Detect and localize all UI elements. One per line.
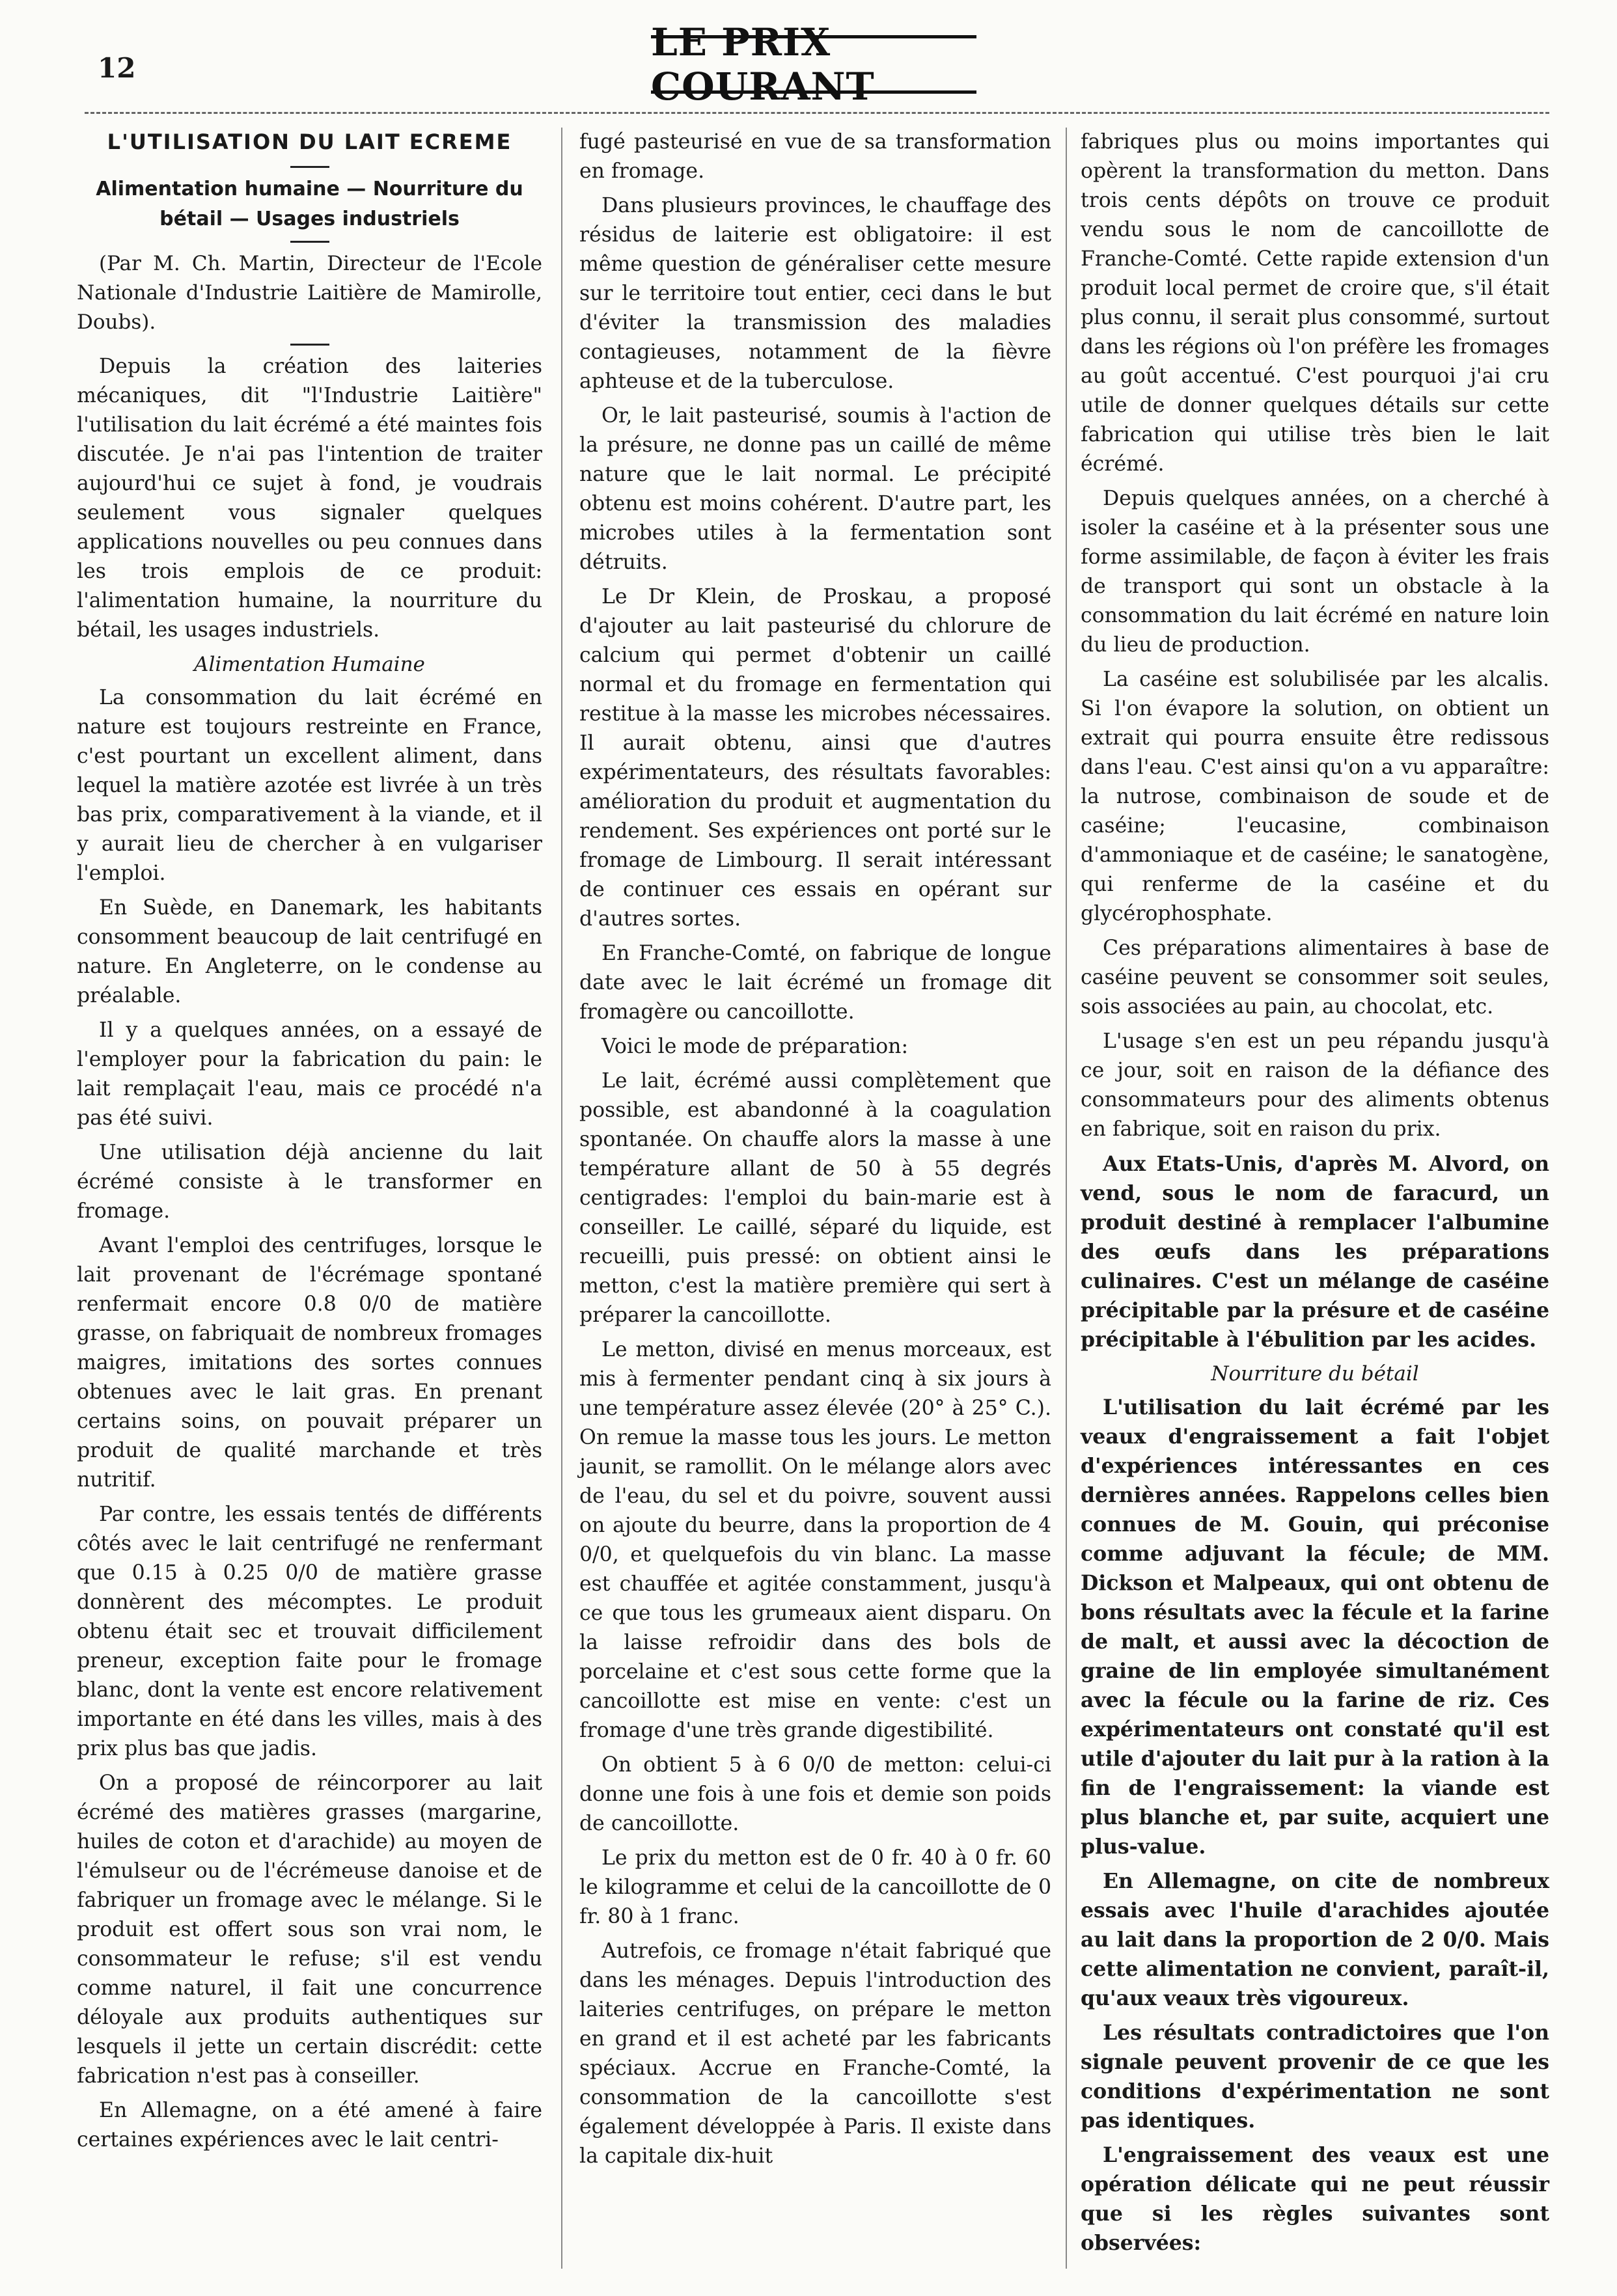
column-3 [1081,128,1549,2263]
article-subtitle: Alimentation humaine — Nourriture du bétail — Usages industriels [96,178,523,230]
paragraph: La consommation du lait écrémé en nature est toujours restreinte en France, c'est pourtant un excellent aliment, dans lequel la matière azotée est livrée à un très bas prix, comparativement à la viande, et il y aurait lieu de chercher à en vulgariser l'emploi. [77,686,542,885]
paragraph: Voici le mode de préparation: [601,1035,909,1058]
paragraph: En Allemagne, on cite de nombreux essais avec l'huile d'arachides ajoutée au lait dans la proportion de 2 0/0. Mais cette alimentation ne convient, paraît-il, qu'aux veaux très vigoureux. [1081,1869,1549,2010]
divider-rule [290,166,329,168]
paragraph: Les résultats contradictoires que l'on signale peuvent provenir de ce que les conditions d'expérimentation ne sont pas identiques. [1081,2021,1549,2133]
paragraph: Le metton, divisé en menus morceaux, est mis à fermenter pendant cinq à six jours à une température assez élevée (20° à 25° C.). On remue la masse tous les jours. Le metton jaunit, se ramollit. On le mélange alors avec de l'eau, du sel et du poivre, souvent aussi on ajoute du beurre, dans la proportion de 4 0/0, et quelquefois du vin blanc. La masse est chauffée et agitée constamment, jusqu'à ce que tous les grumeaux aient disparu. On la laisse refroidir dans des bols de porcelaine et c'est sous cette forme que la cancoillotte est mise en vente: c'est un fromage d'une très grande digestibilité. [579,1338,1051,1742]
column-divider [561,128,562,2269]
paragraph: Ces préparations alimentaires à base de caséine peuvent se consommer soit seules, sois associées au pain, au chocolat, etc. [1081,936,1549,1018]
paragraph: Le lait, écrémé aussi complètement que possible, est abandonné à la coagulation spontanée. On chauffe alors la masse à une température allant de 50 à 55 degrés centigrades: l'emploi du bain-marie est à conseiller. Le caillé, séparé du liquide, est recueilli, puis pressé: on obtient ainsi le metton, c'est la matière première qui sert à préparer la cancoillotte. [579,1069,1051,1327]
paragraph: Aux Etats-Unis, d'après M. Alvord, on vend, sous le nom de faracurd, un produit destiné à remplacer l'albumine des œufs dans les préparations culinaires. C'est un mélange de caséine précipitable par la présure et de caséine précipitable à l'ébulition par les acides. [1081,1152,1549,1352]
divider-rule [290,241,329,243]
paragraph: Depuis la création des laiteries mécaniques, dit "l'Industrie Laitière" l'utilisation du lait écrémé a été maintes fois discutée. Je n'ai pas l'intention de traiter aujourd'hui ce sujet à fond, je voudrais seulement vous signaler quelques applications nouvelles ou peu connues dans les trois emplois de ce produit: l'alimentation humaine, la nourriture du bétail, les usages industriels. [77,355,542,642]
paragraph: Une utilisation déjà ancienne du lait écrémé consiste à le transformer en fromage. [77,1141,542,1223]
paragraph: fabriques plus ou moins importantes qui opèrent la transformation du metton. Dans trois cents dépôts on trouve ce produit vendu sous le nom de cancoillotte de Franche-Comté. Cette rapide extension d'un produit local permet de croire que, s'il était plus connu, il serait plus consommé, surtout dans les régions où l'on préfère les fromages au goût accentué. C'est pourquoi j'ai cru utile de donner quelques détails sur cette fabrication qui utilise très bien le lait écrémé. [1081,130,1549,476]
paragraph: Le Dr Klein, de Proskau, a proposé d'ajouter au lait pasteurisé du chlorure de calcium qui permet d'obtenir un caillé normal et du fromage en fermentation qui restitue à la masse les microbes nécessaires. Il aurait obtenu, ainsi que d'autres expérimentateurs, des résultats favorables: amélioration du produit et augmentation du rendement. Ses expériences ont porté sur le fromage de Limbourg. Il serait intéressant de continuer ces essais en opérant sur d'autres sortes. [579,585,1051,931]
paragraph: L'engraissement des veaux est une opération délicate qui ne peut réussir que si les règles suivantes sont observées: [1081,2143,1549,2255]
paragraph: On a proposé de réincorporer au lait écrémé des matières grasses (margarine, huiles de coton et d'arachide) au moyen de l'émulseur ou de l'écrémeuse danoise et de fabriquer un fromage avec le mélange. Si le produit est offert sous son vrai nom, le consommateur le refuse; s'il est vendu comme naturel, il fait une concurrence déloyale aux produits authentiques sur lesquels il jette un certain discrédit: cette fabrication n'est pas à conseiller. [77,1771,542,2088]
paragraph: Le prix du metton est de 0 fr. 40 à 0 fr. 60 le kilogramme et celui de la cancoillotte de 0 fr. 80 à 1 franc. [579,1846,1051,1928]
article-title: L'UTILISATION DU LAIT ECREME [107,130,512,154]
article-byline: (Par M. Ch. Martin, Directeur de l'Ecole Nationale d'Industrie Laitière de Mamirolle, Doubs). [77,252,542,334]
paragraph: En Franche-Comté, on fabrique de longue date avec le lait écrémé un fromage dit fromagère ou cancoillotte. [579,942,1051,1024]
paragraph: Dans plusieurs provinces, le chauffage des résidus de laiterie est obligatoire: il est même question de généraliser cette mesure sur le territoire tout entier, ceci dans le but d'éviter la transmission des maladies contagieuses, notamment de la fièvre aphteuse et de la tuberculose. [579,194,1051,393]
column-1 [77,128,542,2160]
header-rule [85,112,1549,114]
paragraph: La caséine est solubilisée par les alcalis. Si l'on évapore la solution, on obtient un extrait qui pourra ensuite être redissous dans l'eau. C'est ainsi qu'on a vu apparaître: la nutrose, combinaison de soude et de caséine; l'eucasine, combinaison d'ammoniaque et de caséine; le sanatogène, qui renferme de la caséine et du glycérophosphate. [1081,668,1549,925]
paragraph: On obtient 5 à 6 0/0 de metton: celui-ci donne une fois à une fois et demie son poids de cancoillotte. [579,1753,1051,1835]
paragraph: fugé pasteurisé en vue de sa transformation en fromage. [579,130,1051,183]
column-divider [1066,128,1067,2269]
paragraph: En Suède, en Danemark, les habitants consomment beaucoup de lait centrifugé en nature. En Angleterre, on le condense au préalable. [77,896,542,1007]
paragraph: L'utilisation du lait écrémé par les veaux d'engraissement a fait l'objet d'expériences intéressantes en ces dernières années. Rappelons celles bien connues de M. Gouin, qui préconise comme adjuvant la fécule; de MM. Dickson et Malpeaux, qui ont obtenu de bons résultats avec la fécule et la farine de malt, et aussi avec la décoction de graine de lin employée simultanément avec la fécule ou la farine de riz. Ces expérimentateurs ont constaté qu'il est utile d'ajouter du lait pur à la ration à la fin de l'engraissement: la viande est plus blanche et, par suite, acquiert une plus-value. [1081,1395,1549,1859]
paragraph: Autrefois, ce fromage n'était fabriqué que dans les ménages. Depuis l'introduction des laiteries centrifuges, on prépare le metton en grand et il est acheté par les fabricants spéciaux. Accrue en Franche-Comté, la consommation de la cancoillotte s'est également développée à Paris. Il existe dans la capitale dix-huit [579,1939,1051,2168]
divider-rule [290,344,329,346]
column-2 [579,128,1051,2176]
paragraph: L'usage s'en est un peu répandu jusqu'à ce jour, soit en raison de la défiance des consommateurs pour des aliments obtenus en fabrique, soit en raison du prix. [1081,1030,1549,1141]
paragraph: Avant l'emploi des centrifuges, lorsque le lait provenant de l'écrémage spontané renfermait encore 0.8 0/0 de matière grasse, on fabriquait de nombreux fromages maigres, imitations des sortes connues obtenues avec le lait gras. En prenant certains soins, on pouvait préparer un produit de qualité marchande et très nutritif. [77,1234,542,1492]
section-heading: Nourriture du bétail [1211,1362,1419,1386]
section-heading: Alimentation Humaine [194,653,425,676]
paragraph: En Allemagne, on a été amené à faire certaines expériences avec le lait centri- [77,2099,542,2152]
paragraph: Or, le lait pasteurisé, soumis à l'action de la présure, ne donne pas un caillé de même nature que le lait normal. Le précipité obtenu est moins cohérent. D'autre part, les microbes utiles à la fermentation sont détruits. [579,404,1051,574]
paragraph: Il y a quelques années, on a essayé de l'employer pour la fabrication du pain: le lait remplaçait l'eau, mais ce procédé n'a pas été suivi. [77,1018,542,1130]
masthead-logo: LE PRIX COURANT [651,35,976,94]
paragraph: Depuis quelques années, on a cherché à isoler la caséine et à la présenter sous une forme assimilable, de façon à éviter les frais de transport qui sont un obstacle à la consommation du lait écrémé en nature loin du lieu de production. [1081,487,1549,657]
paragraph: Par contre, les essais tentés de différents côtés avec le lait centrifugé ne renfermant que 0.15 à 0.25 0/0 de matière grasse donnèrent des mécomptes. Le produit obtenu était sec et trouvait difficilement preneur, exception faite pour le fromage blanc, dont la vente est encore relativement importante en été dans les villes, mais à des prix plus bas que jadis. [77,1503,542,1760]
page-number: 12 [98,52,136,84]
